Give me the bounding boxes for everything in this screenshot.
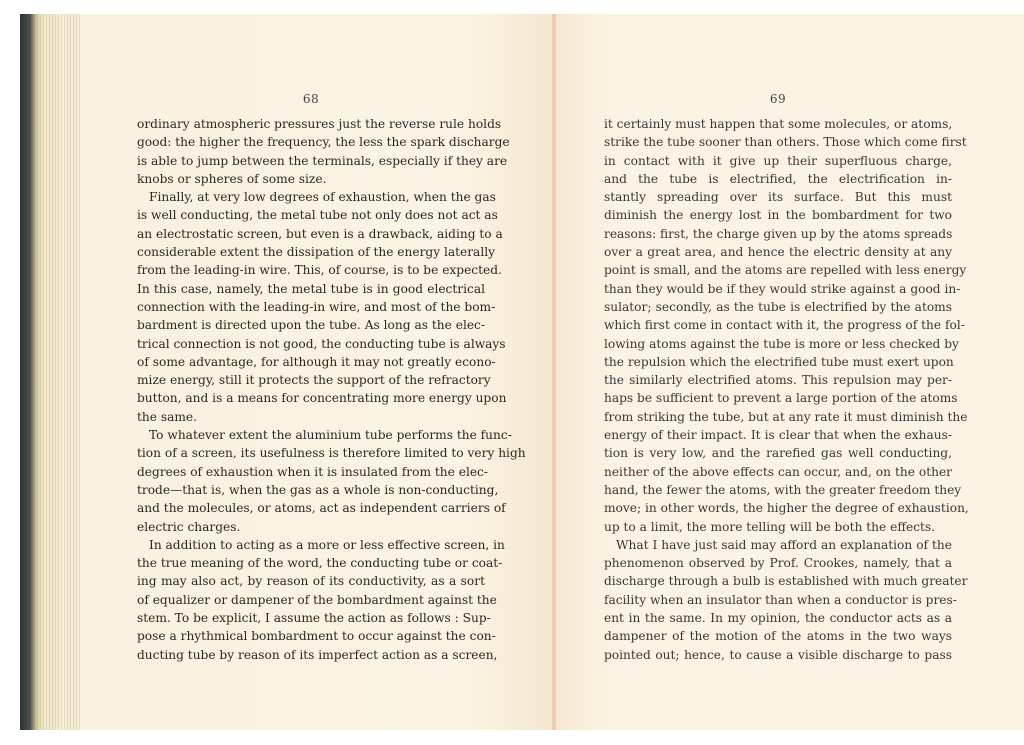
text-line: which first come in contact with it, the progress of the fol- bbox=[604, 318, 965, 333]
text-line: ing may also act, by reason of its conductivity, as a sort bbox=[137, 574, 485, 589]
text-line: stem. To be explicit, I assume the action as follows : Sup- bbox=[137, 611, 491, 626]
text-line: degrees of exhaustion when it is insulated from the elec- bbox=[137, 464, 488, 479]
text-line: good: the higher the frequency, the less the spark discharge bbox=[137, 135, 510, 150]
text-line: phenomenon observed by Prof. Crookes, namely, that a bbox=[604, 556, 952, 571]
text-line: lowing atoms against the tube is more or less checked by bbox=[604, 336, 959, 351]
page-edges bbox=[20, 14, 80, 730]
text-line: an electrostatic screen, but even is a drawback, aiding to a bbox=[137, 226, 503, 241]
text-line: considerable extent the dissipation of the energy laterally bbox=[137, 245, 496, 260]
text-line: connection with the leading-in wire, and most of the bom- bbox=[137, 299, 496, 314]
text-line: the repulsion which the electrified tube must exert upon bbox=[604, 354, 954, 369]
right-page bbox=[556, 14, 1024, 730]
text-line: ducting tube by reason of its imperfect action as a screen, bbox=[137, 647, 498, 662]
page-number-left: 68 bbox=[302, 92, 320, 106]
text-line: pointed out; hence, to cause a visible discharge to pass bbox=[604, 647, 952, 662]
left-page-text bbox=[137, 115, 526, 664]
text-line: point is small, and the atoms are repelled with less energy bbox=[604, 263, 967, 278]
text-line: strike the tube sooner than others. Those which come first bbox=[604, 135, 967, 150]
open-book bbox=[20, 14, 1024, 730]
text-line: hand, the fewer the atoms, with the greater freedom they bbox=[604, 482, 962, 497]
text-line: over a great area, and hence the electric density at any bbox=[604, 245, 952, 260]
text-line: electric charges. bbox=[137, 519, 241, 534]
text-line: discharge through a bulb is established with much greater bbox=[604, 574, 968, 589]
text-line: Finally, at very low degrees of exhaustion, when the gas bbox=[149, 190, 496, 205]
text-line: trical connection is not good, the conducting tube is always bbox=[137, 336, 506, 351]
text-line: the true meaning of the word, the conducting tube or coat- bbox=[137, 556, 503, 571]
text-line: than they would be if they would strike against a good in- bbox=[604, 281, 961, 296]
text-line: is able to jump between the terminals, especially if they are bbox=[137, 153, 508, 168]
text-line: haps be sufficient to prevent a large portion of the atoms bbox=[604, 391, 958, 406]
text-line: ent in the same. In my opinion, the conductor acts as a bbox=[604, 611, 952, 626]
text-line: What I have just said may afford an explanation of the bbox=[616, 537, 952, 552]
text-line: mize energy, still it protects the support of the refractory bbox=[137, 373, 491, 388]
text-line: it certainly must happen that some molecules, or atoms, bbox=[604, 117, 953, 131]
text-line: in contact with it give up their superfluous charge, bbox=[604, 153, 952, 168]
text-line: and the tube is electrified, the electrification in- bbox=[604, 171, 952, 186]
text-line: is well conducting, the metal tube not only does not act as bbox=[137, 208, 498, 223]
text-line: of some advantage, for although it may not greatly econo- bbox=[137, 354, 496, 369]
text-line: move; in other words, the higher the degree of exhaustion, bbox=[604, 501, 969, 516]
text-line: In this case, namely, the metal tube is in good electrical bbox=[137, 281, 485, 296]
left-page bbox=[80, 14, 552, 730]
text-line: pose a rhythmical bombardment to occur against the con- bbox=[137, 629, 496, 644]
text-line: energy of their impact. It is clear that when the exhaus- bbox=[604, 428, 952, 443]
text-line: tion of a screen, its usefulness is therefore limited to very high bbox=[137, 446, 526, 461]
text-line: In addition to acting as a more or less effective screen, in bbox=[149, 537, 505, 552]
text-line: the similarly electrified atoms. This repulsion may per- bbox=[604, 373, 952, 388]
text-line: neither of the above effects can occur, and, on the other bbox=[604, 464, 952, 479]
text-line: of equalizer or dampener of the bombardment against the bbox=[137, 592, 497, 607]
text-line: ordinary atmospheric pressures just the reverse rule holds bbox=[137, 117, 502, 131]
text-line: sulator; secondly, as the tube is electrified by the atoms bbox=[604, 299, 952, 314]
text-line: from the leading-in wire. This, of course, is to be expected. bbox=[137, 263, 502, 278]
text-line: up to a limit, the more telling will be both the effects. bbox=[604, 519, 936, 534]
text-line: the same. bbox=[137, 409, 197, 424]
text-line: bardment is directed upon the tube. As long as the elec- bbox=[137, 318, 485, 333]
text-line: To whatever extent the aluminium tube performs the func- bbox=[149, 428, 512, 443]
text-line: facility when an insulator than when a conductor is pres- bbox=[604, 592, 957, 607]
text-line: knobs or spheres of some size. bbox=[137, 171, 327, 186]
right-page-text bbox=[604, 115, 969, 664]
text-line: trode—that is, when the gas as a whole is non-conducting, bbox=[137, 482, 499, 497]
text-line: from striking the tube, but at any rate it must diminish the bbox=[604, 409, 968, 424]
text-line: and the molecules, or atoms, act as independent carriers of bbox=[137, 501, 506, 516]
page-number-right: 69 bbox=[769, 92, 787, 106]
text-line: dampener of the motion of the atoms in the two ways bbox=[604, 629, 952, 644]
text-line: tion is very low, and the rarefied gas well conducting, bbox=[604, 446, 952, 461]
text-line: reasons: first, the charge given up by the atoms spreads bbox=[604, 226, 953, 241]
text-line: button, and is a means for concentrating more energy upon bbox=[137, 391, 507, 406]
text-line: stantly spreading over its surface. But this must bbox=[604, 190, 952, 205]
text-line: diminish the energy lost in the bombardment for two bbox=[604, 208, 952, 223]
